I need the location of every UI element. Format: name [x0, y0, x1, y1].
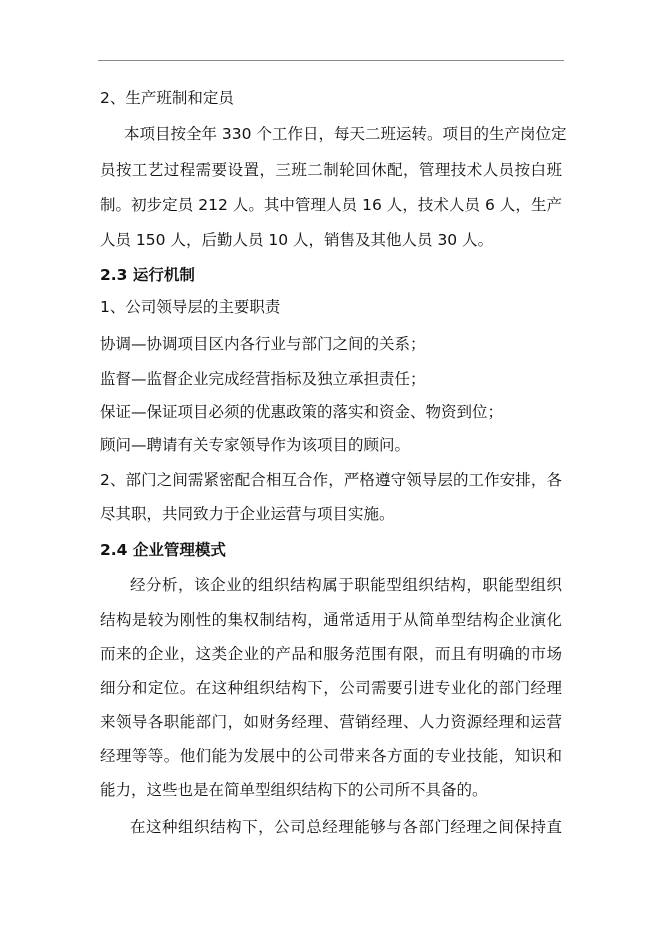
paragraph-line: 员按工艺过程需要设置，三班二制轮回休配，管理技术人员按白班: [100, 161, 562, 179]
section-heading-2-3: 2.3 运行机制: [100, 266, 195, 284]
duty-item: 保证—保证项目必须的优惠政策的落实和资金、物资到位；: [100, 403, 504, 421]
paragraph-line: 能力，这些也是在简单型组织结构下的公司所不具备的。: [100, 781, 488, 799]
paragraph-line: 在这种组织结构下，公司总经理能够与各部门经理之间保持直: [130, 818, 562, 836]
paragraph-line: 来领导各职能部门，如财务经理、营销经理、人力资源经理和运营: [100, 713, 562, 731]
paragraph-line: 细分和定位。在这种组织结构下，公司需要引进专业化的部门经理: [100, 679, 562, 697]
header-rule: [98, 60, 564, 61]
subheading-leadership-duties: 1、公司领导层的主要职责: [100, 298, 281, 316]
paragraph-line: 尽其职，共同致力于企业运营与项目实施。: [100, 505, 395, 523]
paragraph-line: 2、部门之间需紧密配合相互合作，严格遵守领导层的工作安排，各: [100, 471, 562, 489]
paragraph-line: 本项目按全年 330 个工作日，每天二班运转。项目的生产岗位定: [124, 125, 567, 143]
paragraph-line: 人员 150 人，后勤人员 10 人，销售及其他人员 30 人。: [100, 231, 494, 249]
duty-item: 顾问—聘请有关专家领导作为该项目的顾问。: [100, 436, 411, 454]
paragraph-line: 制。初步定员 212 人。其中管理人员 16 人，技术人员 6 人，生产: [100, 196, 562, 214]
paragraph-line: 经理等等。他们能为发展中的公司带来各方面的专业技能，知识和: [100, 747, 562, 765]
paragraph-line: 而来的企业，这类企业的产品和服务范围有限，而且有明确的市场: [100, 645, 562, 663]
section-heading-2-4: 2.4 企业管理模式: [100, 541, 226, 559]
section-heading-production: 2、生产班制和定员: [100, 89, 234, 107]
duty-item: 协调—协调项目区内各行业与部门之间的关系；: [100, 335, 426, 353]
duty-item: 监督—监督企业完成经营指标及独立承担责任；: [100, 370, 426, 388]
paragraph-line: 结构是较为刚性的集权制结构，通常适用于从简单型结构企业演化: [100, 611, 562, 629]
paragraph-line: 经分析，该企业的组织结构属于职能型组织结构，职能型组织: [130, 576, 562, 594]
